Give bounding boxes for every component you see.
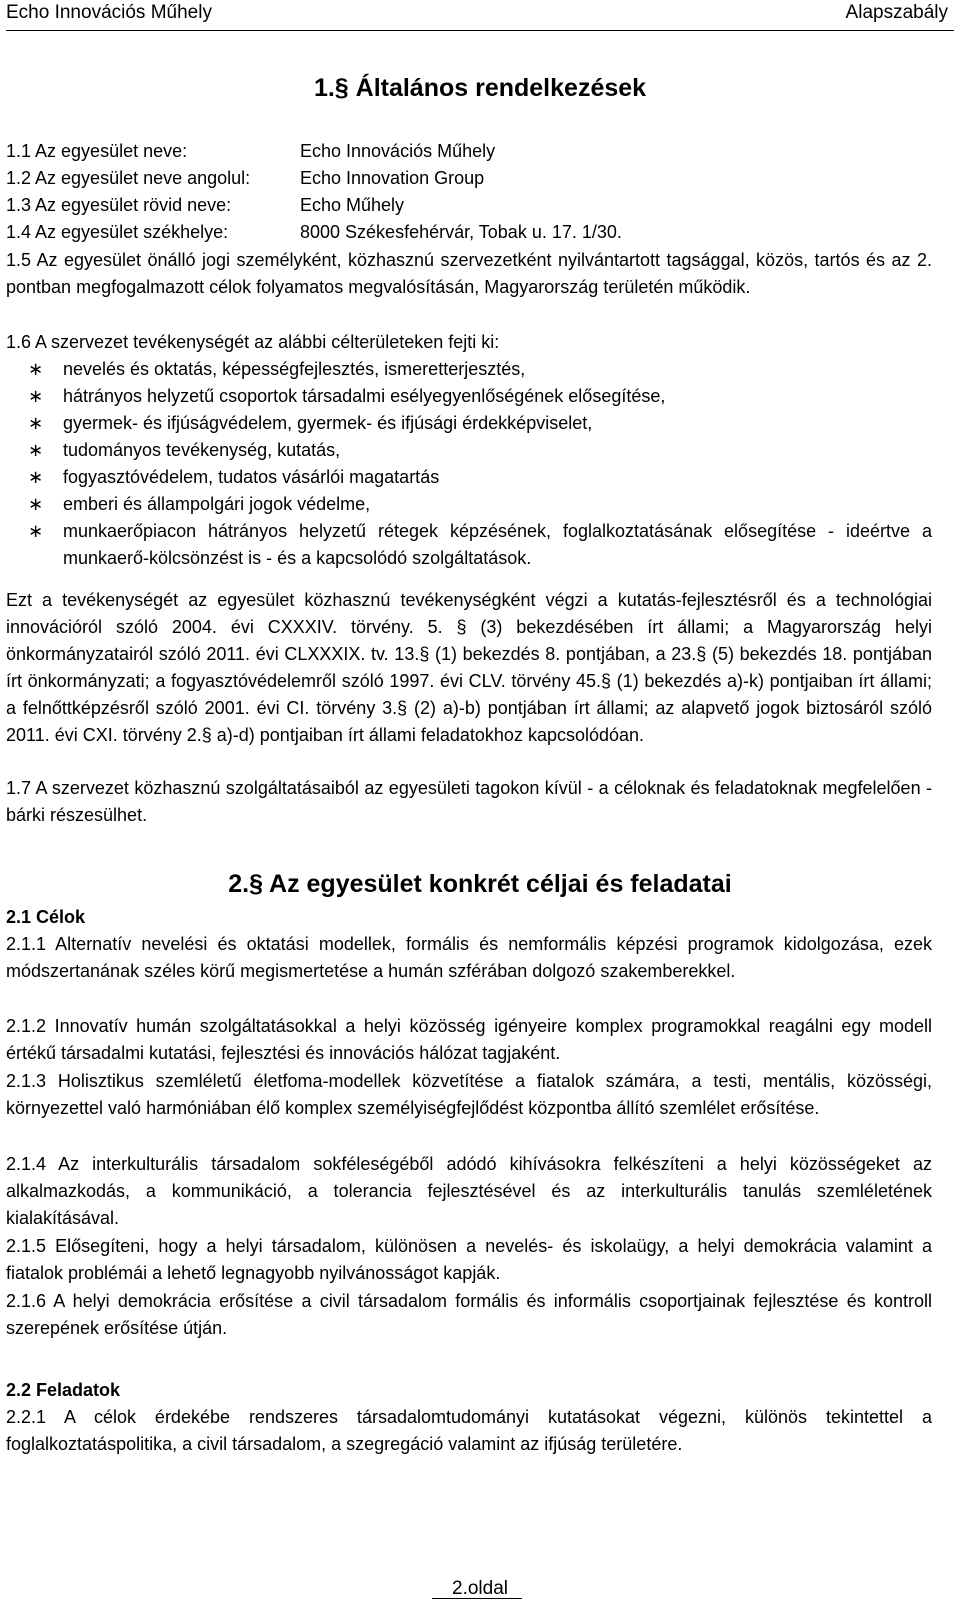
list-item: ∗ nevelés és oktatás, képességfejlesztés, ismeretterjesztés, xyxy=(6,356,932,383)
list-item: ∗ hátrányos helyzetű csoportok társadalmi esélyegyenlőségének elősegítése, xyxy=(6,383,932,410)
goal-item: 2.1.2 Innovatív humán szolgáltatásokkal a helyi közösség igényeire komplex programokkal reagálni egy modell értékű társadalmi kutatási, fejlesztési és innovációs hálózat tagjaként. xyxy=(6,1016,932,1063)
goal-item: 2.1.4 Az interkulturális társadalom sokféleségéből adódó kihívásokra felkészíteni a helyi közösségeket az alkalmazkodás, a kommunikáció, a tolerancia fejlesztésével és az interkulturális tanulás szemléletének kialakításával. xyxy=(6,1154,932,1228)
goal-item: 2.1.5 Elősegíteni, hogy a helyi társadalom, különösen a nevelés- és iskolaügy, a helyi demokrácia valamint a fiatalok problémái a lehető legnagyobb nyilvánosságot kapják. xyxy=(6,1236,932,1283)
section-2-title: 2.§ Az egyesület konkrét céljai és feladatai xyxy=(228,870,732,898)
goal-item: 2.1.6 A helyi demokrácia erősítése a civil társadalom formális és informális csoportjainak fejlesztése és kontroll szerepének erősítése útján. xyxy=(6,1291,932,1338)
asterisk-bullet-icon: ∗ xyxy=(28,467,44,487)
kv-row xyxy=(6,219,622,245)
kv-key: 1.3 Az egyesület rövid neve: xyxy=(6,195,232,215)
kv-key: 1.2 Az egyesület neve angolul: xyxy=(6,168,251,188)
kv-key: 1.1 Az egyesület neve: xyxy=(6,141,188,161)
header-org: Echo Innovációs Műhely xyxy=(6,2,212,23)
goals-heading: 2.1 Célok xyxy=(6,907,86,927)
goal-item: 2.1.3 Holisztikus szemléletű életfoma-modellek közvetítése a fiatalok számára, a testi, mentális, közösségi, környezettel való harmóniában élő komplex személyiségfejlődést központba állító szemlélet erősítése. xyxy=(6,1071,932,1118)
list-item: ∗ tudományos tevékenység, kutatás, xyxy=(6,437,932,464)
paragraph-1-6-intro: 1.6 A szervezet tevékenységét az alábbi célterületeken fejti ki: xyxy=(6,332,500,352)
page-number: 2.oldal xyxy=(452,1578,508,1599)
page-header xyxy=(6,0,954,31)
list-item: ∗ fogyasztóvédelem, tudatos vásárlói magatartás xyxy=(6,464,932,491)
list-item: ∗ gyermek- és ifjúságvédelem, gyermek- és ifjúsági érdekképviselet, xyxy=(6,410,932,437)
goal-item: 2.1.1 Alternatív nevelési és oktatási modellek, formális és nemformális képzési programok kidolgozása, ezek módszertanának széles körű megismertetése a humán szférában dolgozó szakemberekkel. xyxy=(6,934,932,981)
kv-value: Echo Műhely xyxy=(300,195,405,215)
asterisk-bullet-icon: ∗ xyxy=(28,359,44,379)
asterisk-bullet-icon: ∗ xyxy=(28,494,44,514)
header-doc-title: Alapszabály xyxy=(845,2,948,23)
kv-key: 1.4 Az egyesület székhelye: xyxy=(6,222,229,242)
kv-row xyxy=(6,138,495,164)
list-item: ∗ munkaerőpiacon hátrányos helyzetű rétegek képzésének, foglalkoztatásának elősegítése - ideértve a munkaerő-kölcsönzést is - és a kapcsolódó szolgáltatások. xyxy=(6,518,932,572)
asterisk-bullet-icon: ∗ xyxy=(28,521,44,541)
paragraph-legal-basis: Ezt a tevékenységét az egyesület közhasznú tevékenységként végzi a kutatás-fejlesztésről és a technológiai innovációról szóló 2004. évi CXXXIV. törvény. 5. § (3) bekezdésében írt állami; a Magyarország helyi önkormányzatairól szóló 2011. évi CLXXXIX. tv. 13.§ (1) bekezdés 8. pontjában, a 23.§ (5) bekezdés 18. pontjában írt önkormányzati; a fogyasztóvédelemről szóló 1997. évi CLV. törvény 45.§ (1) bekezdés a)-k) pontjaiban írt állami; a felnőttképzésről szóló 2001. évi CI. törvény 3.§ (2) a)-b) pontjában írt állami; az alapvető jogok biztosáról szóló 2011. évi CXI. törvény 2.§ a)-d) pontjaiban írt állami feladatokhoz kapcsolódóan. xyxy=(6,590,932,745)
list-item: ∗ emberi és állampolgári jogok védelme, xyxy=(6,491,932,518)
section-1-title: 1.§ Általános rendelkezések xyxy=(313,74,647,102)
task-item: 2.2.1 A célok érdekébe rendszeres társadalomtudományi kutatásokat végezni, különös tekintettel a foglalkoztatáspolitika, a civil társadalom, a szegregáció valamint az ifjúság területére. xyxy=(6,1407,932,1454)
kv-value: 8000 Székesfehérvár, Tobak u. 17. 1/30. xyxy=(300,222,622,242)
footer-underline xyxy=(432,1598,522,1599)
kv-value: Echo Innovációs Műhely xyxy=(300,141,496,161)
kv-value: Echo Innovation Group xyxy=(300,168,485,188)
activity-list xyxy=(6,356,932,572)
kv-row xyxy=(6,192,404,218)
paragraph-1-5: 1.5 Az egyesület önálló jogi személyként, közhasznú szervezetként nyilvántartott tagsággal, közös, tartós és az 2. pontban megfogalmazott célok folyamatos megvalósításán, Magyarország területén működik. xyxy=(6,250,932,297)
asterisk-bullet-icon: ∗ xyxy=(28,413,44,433)
tasks-heading: 2.2 Feladatok xyxy=(6,1380,121,1400)
paragraph-1-7: 1.7 A szervezet közhasznú szolgáltatásaiból az egyesületi tagokon kívül - a céloknak és feladatoknak megfelelően - bárki részesülhet. xyxy=(6,778,932,825)
asterisk-bullet-icon: ∗ xyxy=(28,386,44,406)
kv-row xyxy=(6,165,484,191)
asterisk-bullet-icon: ∗ xyxy=(28,440,44,460)
